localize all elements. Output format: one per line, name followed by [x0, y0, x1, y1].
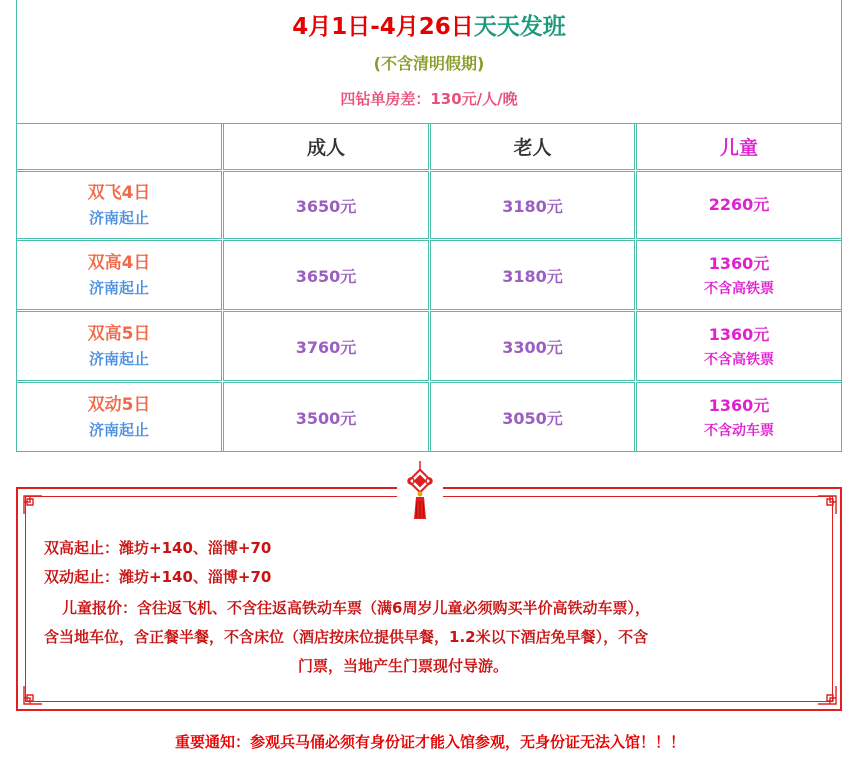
table-row-route	[16, 240, 222, 310]
child-price: 1360元	[708, 254, 770, 273]
single-room-surcharge: 四钻单房差：130元/人/晚	[340, 90, 518, 108]
column-header-adult	[223, 123, 429, 170]
price-cell-child	[636, 311, 842, 381]
note-bullet-train-surcharge: 双动起止：潍坊+140、淄博+70	[44, 568, 272, 586]
title-daily: 天天发班	[473, 14, 566, 40]
child-price-note: 不含高铁票	[704, 281, 774, 297]
column-header-adult-label: 成人	[306, 137, 345, 159]
important-notice: 重要通知：参观兵马俑必须有身份证才能入馆参观，无身份证无法入馆！！！	[174, 733, 685, 751]
child-price: 2260元	[708, 195, 770, 214]
route-name: 双飞4日	[87, 183, 151, 203]
route-origin: 济南起止	[88, 350, 149, 368]
senior-price: 3180元	[502, 266, 563, 286]
holiday-exclusion: (不含清明假期)	[373, 54, 485, 73]
column-header-senior-label: 老人	[513, 137, 552, 159]
corner-cell	[16, 123, 222, 170]
senior-price: 3050元	[502, 408, 563, 428]
column-header-senior	[430, 123, 635, 170]
price-cell-adult	[223, 171, 429, 239]
child-price-note: 不含高铁票	[704, 352, 774, 368]
price-cell-adult	[223, 311, 429, 381]
column-header-child-label: 儿童	[719, 137, 758, 159]
child-price-note: 不含动车票	[704, 423, 774, 439]
table-row-route	[16, 311, 222, 381]
adult-price: 3500元	[295, 408, 357, 428]
note-child-pricing-2: 含当地车位，含正餐半餐，不含床位（酒店按床位提供早餐，1.2米以下酒店免早餐），不含	[44, 628, 649, 646]
price-cell-senior	[430, 171, 635, 239]
route-origin: 济南起止	[88, 421, 149, 439]
table-row-route	[16, 171, 222, 239]
price-cell-child	[636, 382, 842, 452]
column-header-child	[636, 123, 842, 170]
table-row-route	[16, 382, 222, 452]
table-header	[17, 0, 841, 124]
page-title	[17, 8, 841, 41]
price-cell-adult	[223, 382, 429, 452]
price-cell-adult	[223, 240, 429, 310]
child-price: 1360元	[708, 396, 770, 415]
corner-ornament-icon	[22, 494, 44, 516]
route-name: 双高5日	[87, 324, 151, 344]
title-dates: 4月1日-4月26日	[292, 14, 474, 40]
price-cell-child	[636, 240, 842, 310]
price-cell-senior	[430, 382, 635, 452]
price-cell-senior	[430, 240, 635, 310]
senior-price: 3300元	[502, 337, 563, 357]
route-origin: 济南起止	[88, 209, 149, 227]
senior-price: 3180元	[502, 196, 563, 216]
price-cell-senior	[430, 311, 635, 381]
adult-price: 3760元	[295, 337, 357, 357]
corner-ornament-icon	[22, 684, 44, 706]
corner-ornament-icon	[816, 684, 838, 706]
route-name: 双动5日	[87, 395, 151, 415]
price-cell-child	[636, 171, 842, 239]
child-price: 1360元	[708, 325, 770, 344]
route-name: 双高4日	[87, 253, 151, 273]
chinese-knot-icon	[397, 461, 443, 521]
note-high-speed-surcharge: 双高起止：潍坊+140、淄博+70	[44, 539, 272, 557]
note-child-pricing-1: 儿童报价：含往返飞机、不含往返高铁动车票（满6周岁儿童必须购买半价高铁动车票），	[62, 599, 650, 617]
note-child-pricing-3: 门票，当地产生门票现付导游。	[298, 657, 509, 675]
adult-price: 3650元	[295, 196, 357, 216]
corner-ornament-icon	[816, 494, 838, 516]
adult-price: 3650元	[295, 266, 357, 286]
route-origin: 济南起止	[88, 279, 149, 297]
